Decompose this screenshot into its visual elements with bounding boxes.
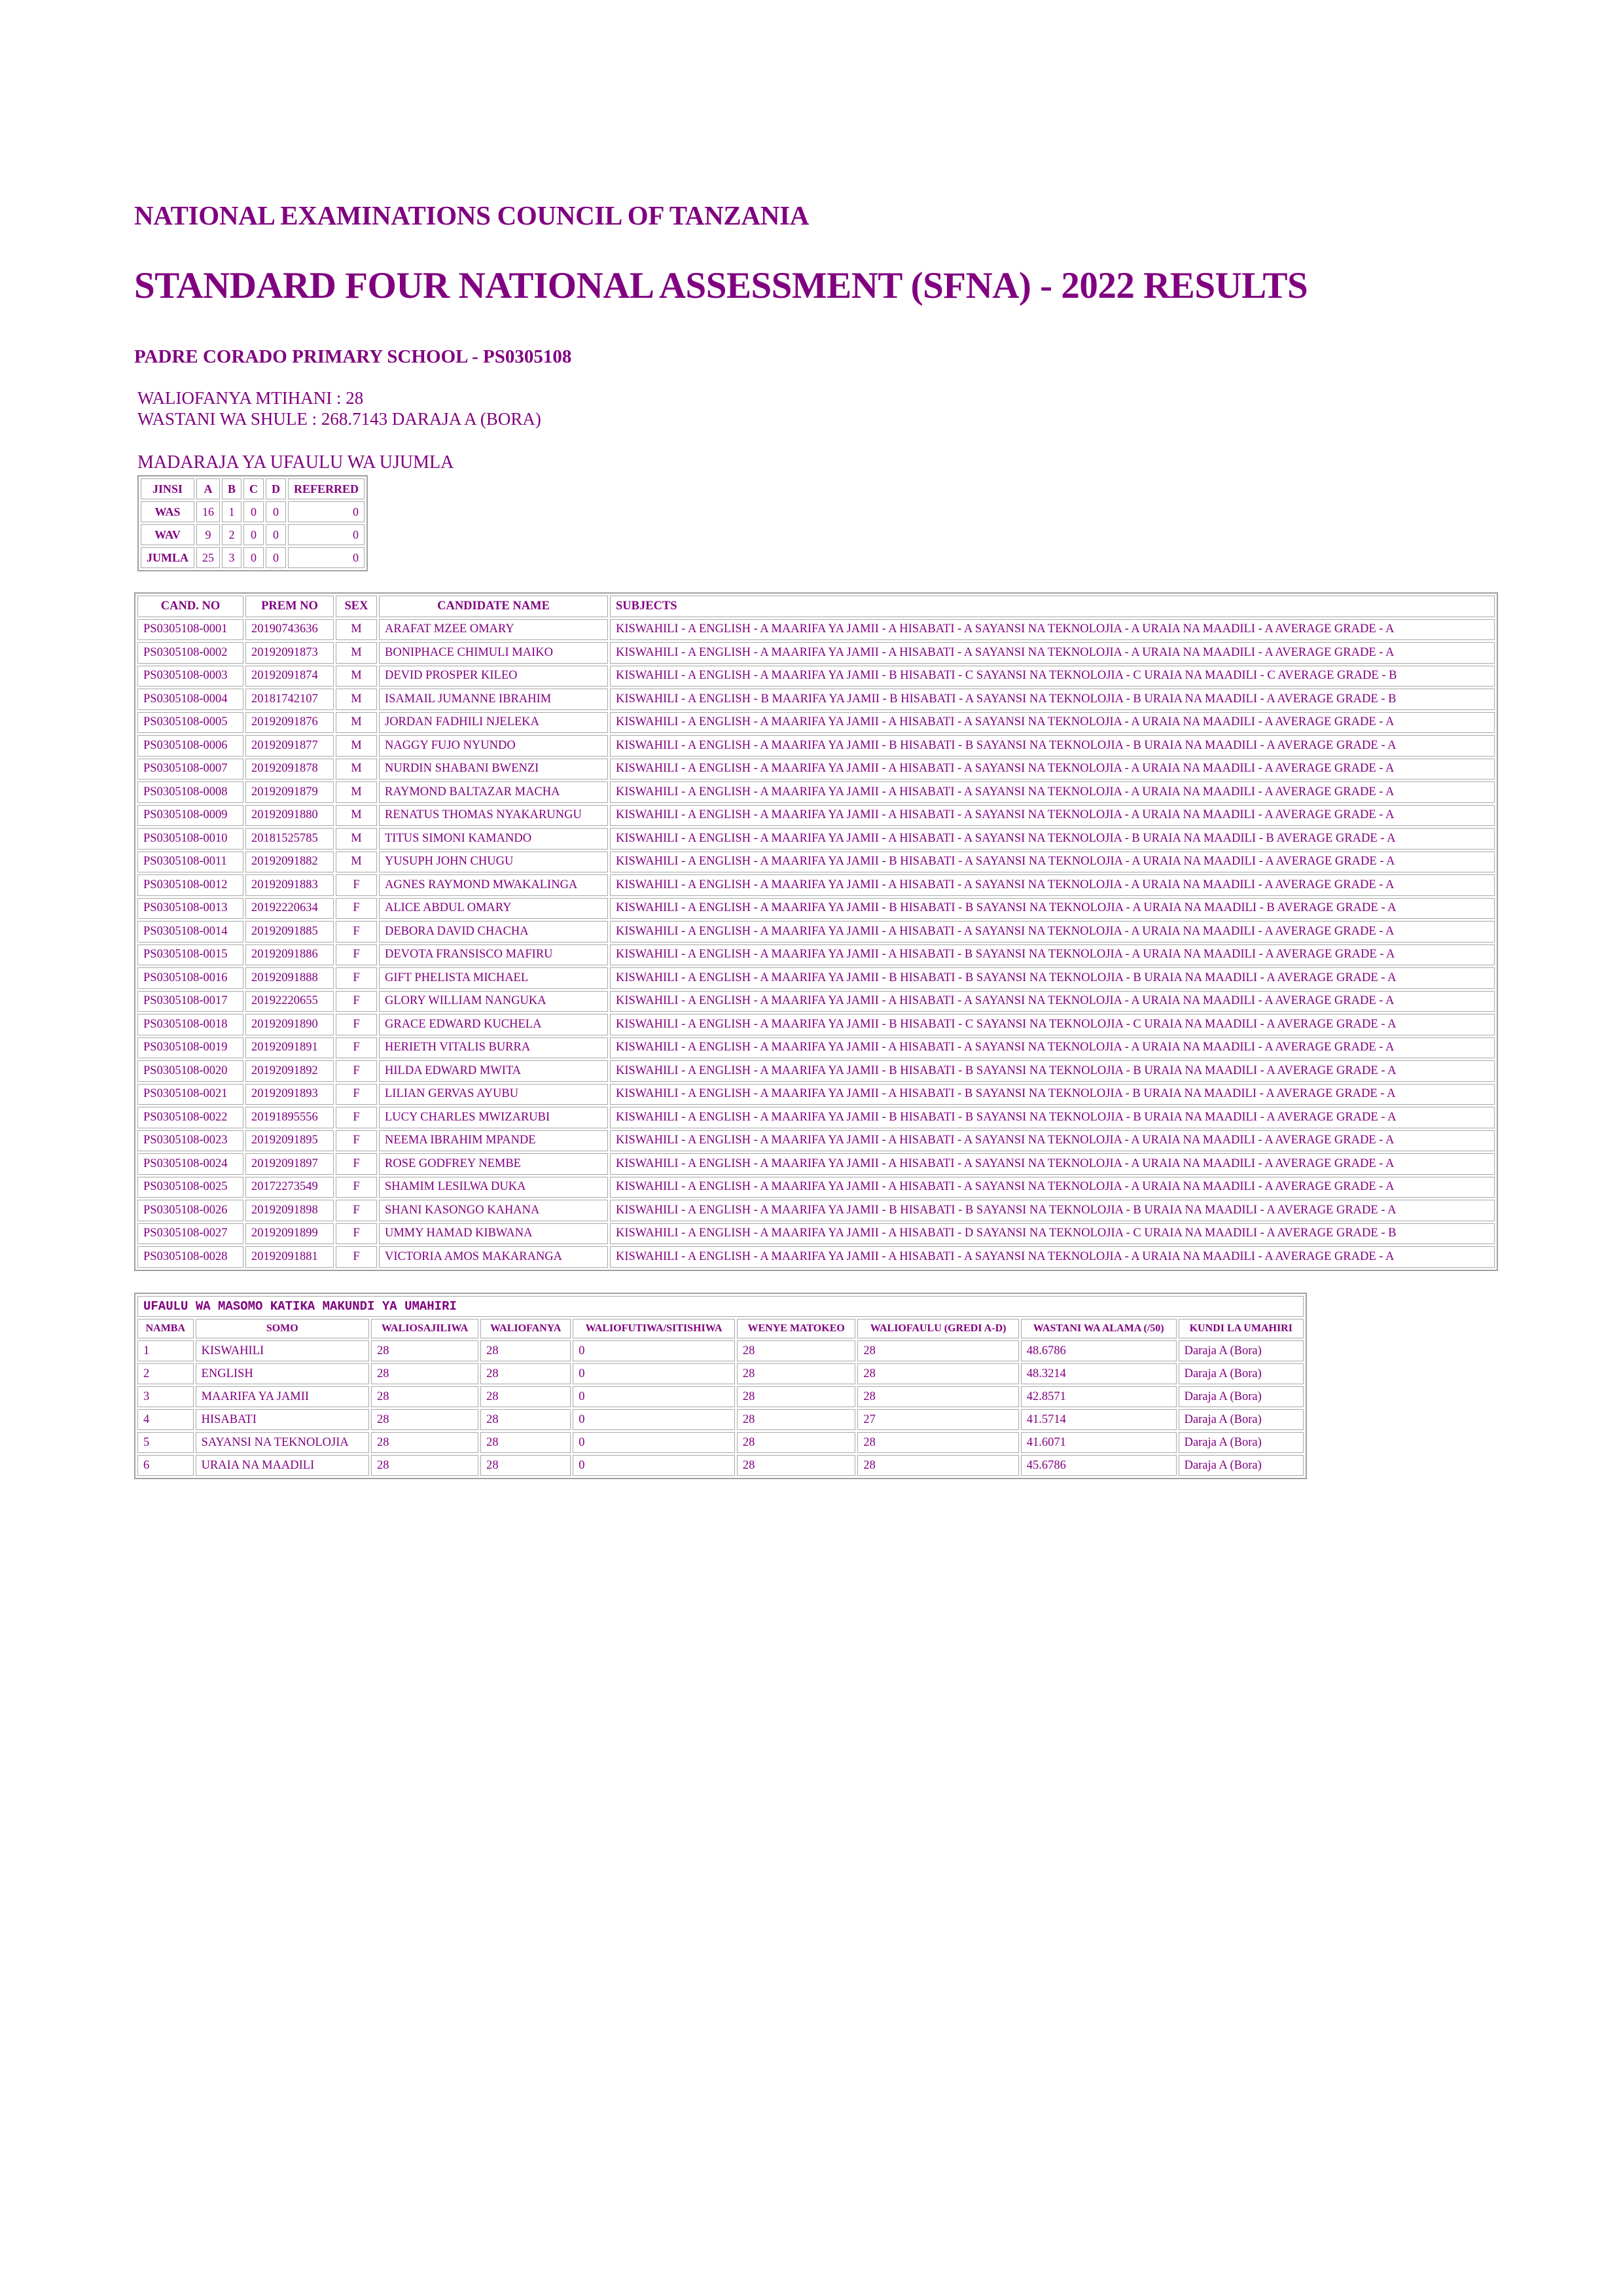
candidate-name: BONIPHACE CHIMULI MAIKO	[379, 642, 608, 664]
subject-cell: 28	[857, 1363, 1018, 1384]
prem-no: 20192091899	[245, 1223, 334, 1245]
subject-grades: KISWAHILI - A ENGLISH - A MAARIFA YA JAMII - A HISABATI - A SAYANSI NA TEKNOLOJIA - A URAIA NA MAADILI - A AVERAGE GRADE - A	[610, 781, 1495, 803]
grades-row	[141, 547, 365, 568]
subject-cell: 28	[371, 1455, 478, 1476]
subject-grades: KISWAHILI - A ENGLISH - A MAARIFA YA JAMII - B HISABATI - B SAYANSI NA TEKNOLOJIA - A URAIA NA MAADILI - B AVERAGE GRADE - A	[610, 898, 1495, 920]
subject-cell: 6	[137, 1455, 194, 1476]
subject-cell: 28	[371, 1432, 478, 1453]
prem-no: 20192091881	[245, 1246, 334, 1268]
table-row	[137, 781, 1495, 803]
subject-grades: KISWAHILI - A ENGLISH - A MAARIFA YA JAMII - A HISABATI - A SAYANSI NA TEKNOLOJIA - A URAIA NA MAADILI - A AVERAGE GRADE - A	[610, 921, 1495, 942]
grades-header-cell: D	[266, 478, 286, 499]
prem-no: 20192091873	[245, 642, 334, 664]
sex: F	[336, 944, 377, 966]
cand-no: PS0305108-0024	[137, 1153, 243, 1175]
prem-no: 20192091876	[245, 712, 334, 734]
subject-header-cell: KUNDI LA UMAHIRI	[1179, 1319, 1304, 1338]
subject-cell: 28	[857, 1455, 1018, 1476]
cand-no: PS0305108-0007	[137, 759, 243, 780]
subject-performance-header-row	[137, 1319, 1304, 1338]
subject-cell: 28	[371, 1386, 478, 1407]
grades-cell: 0	[266, 501, 286, 522]
grades-cell: 0	[288, 501, 365, 522]
school-heading: PADRE CORADO PRIMARY SCHOOL - PS0305108	[134, 346, 572, 367]
sex: M	[336, 735, 377, 757]
subject-cell: 0	[573, 1455, 735, 1476]
subject-header-cell: WALIOFANYA	[480, 1319, 571, 1338]
table-row	[137, 1014, 1495, 1035]
subject-grades: KISWAHILI - A ENGLISH - A MAARIFA YA JAMII - A HISABATI - D SAYANSI NA TEKNOLOJIA - C URAIA NA MAADILI - A AVERAGE GRADE - B	[610, 1223, 1495, 1245]
subject-grades: KISWAHILI - A ENGLISH - A MAARIFA YA JAMII - A HISABATI - B SAYANSI NA TEKNOLOJIA - A URAIA NA MAADILI - A AVERAGE GRADE - A	[610, 944, 1495, 966]
subject-cell: 28	[371, 1363, 478, 1384]
subject-cell: 28	[371, 1340, 478, 1361]
subject-cell: 0	[573, 1340, 735, 1361]
exam-title: STANDARD FOUR NATIONAL ASSESSMENT (SFNA) - 2022 RESULTS	[134, 265, 1308, 306]
sex: F	[336, 991, 377, 1013]
sex: F	[336, 1084, 377, 1105]
grades-caption: MADARAJA YA UFAULU WA UJUMLA	[137, 452, 454, 473]
cand-no: PS0305108-0015	[137, 944, 243, 966]
table-row	[137, 828, 1495, 850]
subject-cell: 0	[573, 1386, 735, 1407]
cand-no: PS0305108-0021	[137, 1084, 243, 1105]
prem-no: 20190743636	[245, 619, 334, 641]
cand-no: PS0305108-0006	[137, 735, 243, 757]
cand-no: PS0305108-0022	[137, 1107, 243, 1128]
candidate-name: SHAMIM LESILWA DUKA	[379, 1177, 608, 1198]
subject-cell: 28	[857, 1432, 1018, 1453]
table-row	[137, 642, 1495, 664]
prem-no: 20192091878	[245, 759, 334, 780]
subject-cell: Daraja A (Bora)	[1179, 1363, 1304, 1384]
grades-cell: 0	[288, 524, 365, 545]
candidate-name: YUSUPH JOHN CHUGU	[379, 852, 608, 873]
candidate-name: JORDAN FADHILI NJELEKA	[379, 712, 608, 734]
subject-grades: KISWAHILI - A ENGLISH - A MAARIFA YA JAMII - A HISABATI - A SAYANSI NA TEKNOLOJIA - A URAIA NA MAADILI - A AVERAGE GRADE - A	[610, 619, 1495, 641]
prem-no: 20192091883	[245, 874, 334, 896]
grades-cell: 25	[196, 547, 220, 568]
table-row	[137, 759, 1495, 780]
table-row	[137, 944, 1495, 966]
prem-no: 20192091874	[245, 666, 334, 687]
subject-cell: SAYANSI NA TEKNOLOJIA	[196, 1432, 369, 1453]
table-row	[137, 689, 1495, 710]
cand-no: PS0305108-0018	[137, 1014, 243, 1035]
subject-cell: 1	[137, 1340, 194, 1361]
subject-grades: KISWAHILI - A ENGLISH - A MAARIFA YA JAMII - A HISABATI - A SAYANSI NA TEKNOLOJIA - A URAIA NA MAADILI - A AVERAGE GRADE - A	[610, 991, 1495, 1013]
subject-header-cell: WALIOSAJILIWA	[371, 1319, 478, 1338]
grades-header-cell: A	[196, 478, 220, 499]
prem-no: 20181525785	[245, 828, 334, 850]
subject-cell: 41.5714	[1021, 1409, 1177, 1430]
subject-performance-table	[134, 1293, 1307, 1479]
candidate-name: ISAMAIL JUMANNE IBRAHIM	[379, 689, 608, 710]
subject-grades: KISWAHILI - A ENGLISH - A MAARIFA YA JAMII - B HISABATI - B SAYANSI NA TEKNOLOJIA - B URAIA NA MAADILI - A AVERAGE GRADE - A	[610, 1107, 1495, 1128]
table-row	[137, 967, 1495, 989]
subject-grades: KISWAHILI - A ENGLISH - A MAARIFA YA JAMII - A HISABATI - A SAYANSI NA TEKNOLOJIA - A URAIA NA MAADILI - A AVERAGE GRADE - A	[610, 642, 1495, 664]
grades-header-cell: JINSI	[141, 478, 194, 499]
subject-header-cell: NAMBA	[137, 1319, 194, 1338]
candidate-name: VICTORIA AMOS MAKARANGA	[379, 1246, 608, 1268]
cand-no: PS0305108-0025	[137, 1177, 243, 1198]
table-row	[137, 1177, 1495, 1198]
candidates-header-row	[137, 596, 1495, 617]
subject-cell: 0	[573, 1363, 735, 1384]
table-row	[137, 1084, 1495, 1105]
table-row	[137, 1340, 1304, 1361]
cand-no: PS0305108-0009	[137, 805, 243, 827]
subject-cell: 28	[480, 1386, 571, 1407]
table-row	[137, 1246, 1495, 1268]
subject-cell: Daraja A (Bora)	[1179, 1409, 1304, 1430]
subjects-header: SUBJECTS	[610, 596, 1495, 617]
grades-cell: 3	[222, 547, 241, 568]
prem-no: 20192091895	[245, 1130, 334, 1152]
candidate-name: ROSE GODFREY NEMBE	[379, 1153, 608, 1175]
grades-row	[141, 501, 365, 522]
prem-no: 20192091890	[245, 1014, 334, 1035]
cand-no: PS0305108-0023	[137, 1130, 243, 1152]
sex: M	[336, 712, 377, 734]
sex: F	[336, 874, 377, 896]
subject-cell: 45.6786	[1021, 1455, 1177, 1476]
prem-no: 20192091892	[245, 1060, 334, 1082]
sex: M	[336, 619, 377, 641]
cand-no: PS0305108-0026	[137, 1200, 243, 1221]
prem-no: 20192091897	[245, 1153, 334, 1175]
candidate-name: NAGGY FUJO NYUNDO	[379, 735, 608, 757]
subject-grades: KISWAHILI - A ENGLISH - A MAARIFA YA JAMII - A HISABATI - B SAYANSI NA TEKNOLOJIA - B URAIA NA MAADILI - A AVERAGE GRADE - A	[610, 1084, 1495, 1105]
subject-grades: KISWAHILI - A ENGLISH - A MAARIFA YA JAMII - A HISABATI - A SAYANSI NA TEKNOLOJIA - A URAIA NA MAADILI - A AVERAGE GRADE - A	[610, 1037, 1495, 1059]
table-row	[137, 874, 1495, 896]
subject-grades: KISWAHILI - A ENGLISH - A MAARIFA YA JAMII - A HISABATI - A SAYANSI NA TEKNOLOJIA - B URAIA NA MAADILI - B AVERAGE GRADE - A	[610, 828, 1495, 850]
table-row	[137, 1200, 1495, 1221]
subject-cell: 0	[573, 1432, 735, 1453]
grades-cell: WAS	[141, 501, 194, 522]
prem-no: 20192091885	[245, 921, 334, 942]
prem-no: 20192091886	[245, 944, 334, 966]
sex: M	[336, 759, 377, 780]
cand-no: PS0305108-0020	[137, 1060, 243, 1082]
subject-cell: 28	[480, 1340, 571, 1361]
sex-header: SEX	[336, 596, 377, 617]
subject-header-cell: WALIOFAULU (GREDI A-D)	[857, 1319, 1018, 1338]
table-row	[137, 1363, 1304, 1384]
sex: F	[336, 1130, 377, 1152]
subject-cell: 28	[737, 1363, 856, 1384]
sex: M	[336, 666, 377, 687]
subject-cell: 3	[137, 1386, 194, 1407]
subject-grades: KISWAHILI - A ENGLISH - A MAARIFA YA JAMII - A HISABATI - A SAYANSI NA TEKNOLOJIA - A URAIA NA MAADILI - A AVERAGE GRADE - A	[610, 874, 1495, 896]
sex: F	[336, 1246, 377, 1268]
prem-no-header: PREM NO	[245, 596, 334, 617]
sex: F	[336, 1200, 377, 1221]
sex: F	[336, 921, 377, 942]
grades-header-cell: C	[243, 478, 264, 499]
subject-cell: 28	[857, 1386, 1018, 1407]
subject-cell: 28	[737, 1455, 856, 1476]
candidate-name: GLORY WILLIAM NANGUKA	[379, 991, 608, 1013]
candidate-name: HERIETH VITALIS BURRA	[379, 1037, 608, 1059]
subject-cell: 28	[480, 1432, 571, 1453]
candidate-name: UMMY HAMAD KIBWANA	[379, 1223, 608, 1245]
subject-grades: KISWAHILI - A ENGLISH - A MAARIFA YA JAMII - B HISABATI - B SAYANSI NA TEKNOLOJIA - B URAIA NA MAADILI - A AVERAGE GRADE - A	[610, 1200, 1495, 1221]
candidate-name: RAYMOND BALTAZAR MACHA	[379, 781, 608, 803]
table-row	[137, 852, 1495, 873]
grades-cell: 0	[266, 547, 286, 568]
table-row	[137, 805, 1495, 827]
subject-grades: KISWAHILI - A ENGLISH - A MAARIFA YA JAMII - B HISABATI - C SAYANSI NA TEKNOLOJIA - C URAIA NA MAADILI - C AVERAGE GRADE - B	[610, 666, 1495, 687]
cand-no-header: CAND. NO	[137, 596, 243, 617]
sex: F	[336, 1223, 377, 1245]
subject-cell: Daraja A (Bora)	[1179, 1386, 1304, 1407]
table-row	[137, 1386, 1304, 1407]
prem-no: 20192091877	[245, 735, 334, 757]
sex: F	[336, 1177, 377, 1198]
table-row	[137, 1455, 1304, 1476]
cand-no: PS0305108-0004	[137, 689, 243, 710]
sex: M	[336, 689, 377, 710]
grades-cell: 9	[196, 524, 220, 545]
table-row	[137, 1107, 1495, 1128]
table-row	[137, 735, 1495, 757]
candidate-name: DEVID PROSPER KILEO	[379, 666, 608, 687]
subject-cell: 28	[737, 1340, 856, 1361]
grades-cell: 0	[243, 501, 264, 522]
candidate-name-header: CANDIDATE NAME	[379, 596, 608, 617]
subject-header-cell: WENYE MATOKEO	[737, 1319, 856, 1338]
prem-no: 20192220634	[245, 898, 334, 920]
cand-no: PS0305108-0005	[137, 712, 243, 734]
table-row	[137, 991, 1495, 1013]
sex: M	[336, 642, 377, 664]
candidate-name: HILDA EDWARD MWITA	[379, 1060, 608, 1082]
subject-grades: KISWAHILI - A ENGLISH - A MAARIFA YA JAMII - A HISABATI - A SAYANSI NA TEKNOLOJIA - A URAIA NA MAADILI - A AVERAGE GRADE - A	[610, 759, 1495, 780]
subject-grades: KISWAHILI - A ENGLISH - B MAARIFA YA JAMII - B HISABATI - A SAYANSI NA TEKNOLOJIA - B URAIA NA MAADILI - A AVERAGE GRADE - B	[610, 689, 1495, 710]
subject-grades: KISWAHILI - A ENGLISH - A MAARIFA YA JAMII - A HISABATI - A SAYANSI NA TEKNOLOJIA - A URAIA NA MAADILI - A AVERAGE GRADE - A	[610, 1153, 1495, 1175]
subject-grades: KISWAHILI - A ENGLISH - A MAARIFA YA JAMII - B HISABATI - A SAYANSI NA TEKNOLOJIA - A URAIA NA MAADILI - A AVERAGE GRADE - A	[610, 852, 1495, 873]
subject-cell: 2	[137, 1363, 194, 1384]
table-row	[137, 921, 1495, 942]
sex: M	[336, 852, 377, 873]
subject-grades: KISWAHILI - A ENGLISH - A MAARIFA YA JAMII - A HISABATI - A SAYANSI NA TEKNOLOJIA - A URAIA NA MAADILI - A AVERAGE GRADE - A	[610, 1177, 1495, 1198]
grades-cell: 1	[222, 501, 241, 522]
candidate-name: ARAFAT MZEE OMARY	[379, 619, 608, 641]
cand-no: PS0305108-0027	[137, 1223, 243, 1245]
subject-cell: 28	[371, 1409, 478, 1430]
grades-cell: 0	[243, 524, 264, 545]
candidates-count: WALIOFANYA MTIHANI : 28	[137, 388, 364, 408]
candidate-name: DEBORA DAVID CHACHA	[379, 921, 608, 942]
school-average: WASTANI WA SHULE : 268.7143 DARAJA A (BORA)	[137, 409, 541, 429]
table-row	[137, 1037, 1495, 1059]
table-row	[137, 666, 1495, 687]
cand-no: PS0305108-0008	[137, 781, 243, 803]
prem-no: 20191895556	[245, 1107, 334, 1128]
candidates-table	[134, 592, 1498, 1271]
table-row	[137, 1153, 1495, 1175]
subject-cell: 28	[737, 1409, 856, 1430]
table-row	[137, 1223, 1495, 1245]
cand-no: PS0305108-0012	[137, 874, 243, 896]
cand-no: PS0305108-0028	[137, 1246, 243, 1268]
prem-no: 20192091893	[245, 1084, 334, 1105]
cand-no: PS0305108-0002	[137, 642, 243, 664]
subject-cell: ENGLISH	[196, 1363, 369, 1384]
prem-no: 20192091879	[245, 781, 334, 803]
subject-grades: KISWAHILI - A ENGLISH - A MAARIFA YA JAMII - B HISABATI - B SAYANSI NA TEKNOLOJIA - B URAIA NA MAADILI - A AVERAGE GRADE - A	[610, 967, 1495, 989]
prem-no: 20192091882	[245, 852, 334, 873]
table-row	[137, 1130, 1495, 1152]
candidate-name: GIFT PHELISTA MICHAEL	[379, 967, 608, 989]
subject-grades: KISWAHILI - A ENGLISH - A MAARIFA YA JAMII - B HISABATI - B SAYANSI NA TEKNOLOJIA - B URAIA NA MAADILI - A AVERAGE GRADE - A	[610, 1060, 1495, 1082]
subject-cell: HISABATI	[196, 1409, 369, 1430]
prem-no: 20192091888	[245, 967, 334, 989]
candidate-name: RENATUS THOMAS NYAKARUNGU	[379, 805, 608, 827]
subject-cell: MAARIFA YA JAMII	[196, 1386, 369, 1407]
sex: M	[336, 781, 377, 803]
table-row	[137, 1060, 1495, 1082]
candidate-name: ALICE ABDUL OMARY	[379, 898, 608, 920]
cand-no: PS0305108-0011	[137, 852, 243, 873]
subject-cell: 48.3214	[1021, 1363, 1177, 1384]
subject-cell: 27	[857, 1409, 1018, 1430]
subject-grades: KISWAHILI - A ENGLISH - A MAARIFA YA JAMII - A HISABATI - A SAYANSI NA TEKNOLOJIA - A URAIA NA MAADILI - A AVERAGE GRADE - A	[610, 805, 1495, 827]
candidate-name: SHANI KASONGO KAHANA	[379, 1200, 608, 1221]
prem-no: 20192091898	[245, 1200, 334, 1221]
grades-row	[141, 524, 365, 545]
subject-cell: 28	[737, 1386, 856, 1407]
cand-no: PS0305108-0016	[137, 967, 243, 989]
prem-no: 20172273549	[245, 1177, 334, 1198]
candidate-name: GRACE EDWARD KUCHELA	[379, 1014, 608, 1035]
subject-cell: 28	[480, 1363, 571, 1384]
grades-cell: 2	[222, 524, 241, 545]
subject-cell: 48.6786	[1021, 1340, 1177, 1361]
cand-no: PS0305108-0017	[137, 991, 243, 1013]
candidate-name: TITUS SIMONI KAMANDO	[379, 828, 608, 850]
candidate-name: LILIAN GERVAS AYUBU	[379, 1084, 608, 1105]
subject-cell: Daraja A (Bora)	[1179, 1455, 1304, 1476]
subject-cell: 28	[737, 1432, 856, 1453]
grades-header-cell: REFERRED	[288, 478, 365, 499]
school-summary	[137, 387, 541, 429]
subject-grades: KISWAHILI - A ENGLISH - A MAARIFA YA JAMII - B HISABATI - B SAYANSI NA TEKNOLOJIA - B URAIA NA MAADILI - A AVERAGE GRADE - A	[610, 735, 1495, 757]
subject-header-cell: WALIOFUTIWA/SITISHIWA	[573, 1319, 735, 1338]
prem-no: 20192091891	[245, 1037, 334, 1059]
overall-grades-table	[137, 475, 368, 571]
grades-cell: 0	[243, 547, 264, 568]
grades-cell: 0	[288, 547, 365, 568]
candidate-name: NURDIN SHABANI BWENZI	[379, 759, 608, 780]
table-row	[137, 712, 1495, 734]
subject-cell: 41.6071	[1021, 1432, 1177, 1453]
table-row	[137, 1409, 1304, 1430]
prem-no: 20192091880	[245, 805, 334, 827]
sex: F	[336, 1153, 377, 1175]
subject-performance-title: UFAULU WA MASOMO KATIKA MAKUNDI YA UMAHIRI	[137, 1296, 1304, 1317]
sex: F	[336, 1014, 377, 1035]
grades-header-cell: B	[222, 478, 241, 499]
sex: F	[336, 898, 377, 920]
subject-cell: 42.8571	[1021, 1386, 1177, 1407]
subject-grades: KISWAHILI - A ENGLISH - A MAARIFA YA JAMII - A HISABATI - A SAYANSI NA TEKNOLOJIA - A URAIA NA MAADILI - A AVERAGE GRADE - A	[610, 1246, 1495, 1268]
cand-no: PS0305108-0019	[137, 1037, 243, 1059]
subject-header-cell: WASTANI WA ALAMA (/50)	[1021, 1319, 1177, 1338]
subject-grades: KISWAHILI - A ENGLISH - A MAARIFA YA JAMII - B HISABATI - C SAYANSI NA TEKNOLOJIA - C URAIA NA MAADILI - A AVERAGE GRADE - A	[610, 1014, 1495, 1035]
grades-cell: 0	[266, 524, 286, 545]
grades-cell: JUMLA	[141, 547, 194, 568]
subject-cell: 28	[857, 1340, 1018, 1361]
sex: M	[336, 828, 377, 850]
subject-cell: 0	[573, 1409, 735, 1430]
candidate-name: AGNES RAYMOND MWAKALINGA	[379, 874, 608, 896]
subject-grades: KISWAHILI - A ENGLISH - A MAARIFA YA JAMII - A HISABATI - A SAYANSI NA TEKNOLOJIA - A URAIA NA MAADILI - A AVERAGE GRADE - A	[610, 1130, 1495, 1152]
cand-no: PS0305108-0010	[137, 828, 243, 850]
cand-no: PS0305108-0014	[137, 921, 243, 942]
grades-header-row	[141, 478, 365, 499]
sex: F	[336, 1037, 377, 1059]
cand-no: PS0305108-0001	[137, 619, 243, 641]
subject-header-cell: SOMO	[196, 1319, 369, 1338]
subject-cell: Daraja A (Bora)	[1179, 1340, 1304, 1361]
grades-cell: WAV	[141, 524, 194, 545]
council-heading: NATIONAL EXAMINATIONS COUNCIL OF TANZANIA	[134, 200, 810, 230]
cand-no: PS0305108-0013	[137, 898, 243, 920]
subject-cell: 28	[480, 1455, 571, 1476]
table-row	[137, 1432, 1304, 1453]
candidate-name: NEEMA IBRAHIM MPANDE	[379, 1130, 608, 1152]
subject-cell: URAIA NA MAADILI	[196, 1455, 369, 1476]
cand-no: PS0305108-0003	[137, 666, 243, 687]
subject-cell: 4	[137, 1409, 194, 1430]
sex: F	[336, 1107, 377, 1128]
sex: M	[336, 805, 377, 827]
prem-no: 20192220655	[245, 991, 334, 1013]
table-row	[137, 898, 1495, 920]
sex: F	[336, 967, 377, 989]
subject-cell: KISWAHILI	[196, 1340, 369, 1361]
subject-grades: KISWAHILI - A ENGLISH - A MAARIFA YA JAMII - A HISABATI - A SAYANSI NA TEKNOLOJIA - A URAIA NA MAADILI - A AVERAGE GRADE - A	[610, 712, 1495, 734]
sex: F	[336, 1060, 377, 1082]
table-row	[137, 619, 1495, 641]
subject-cell: 5	[137, 1432, 194, 1453]
subject-cell: Daraja A (Bora)	[1179, 1432, 1304, 1453]
candidate-name: LUCY CHARLES MWIZARUBI	[379, 1107, 608, 1128]
prem-no: 20181742107	[245, 689, 334, 710]
subject-cell: 28	[480, 1409, 571, 1430]
candidate-name: DEVOTA FRANSISCO MAFIRU	[379, 944, 608, 966]
grades-cell: 16	[196, 501, 220, 522]
